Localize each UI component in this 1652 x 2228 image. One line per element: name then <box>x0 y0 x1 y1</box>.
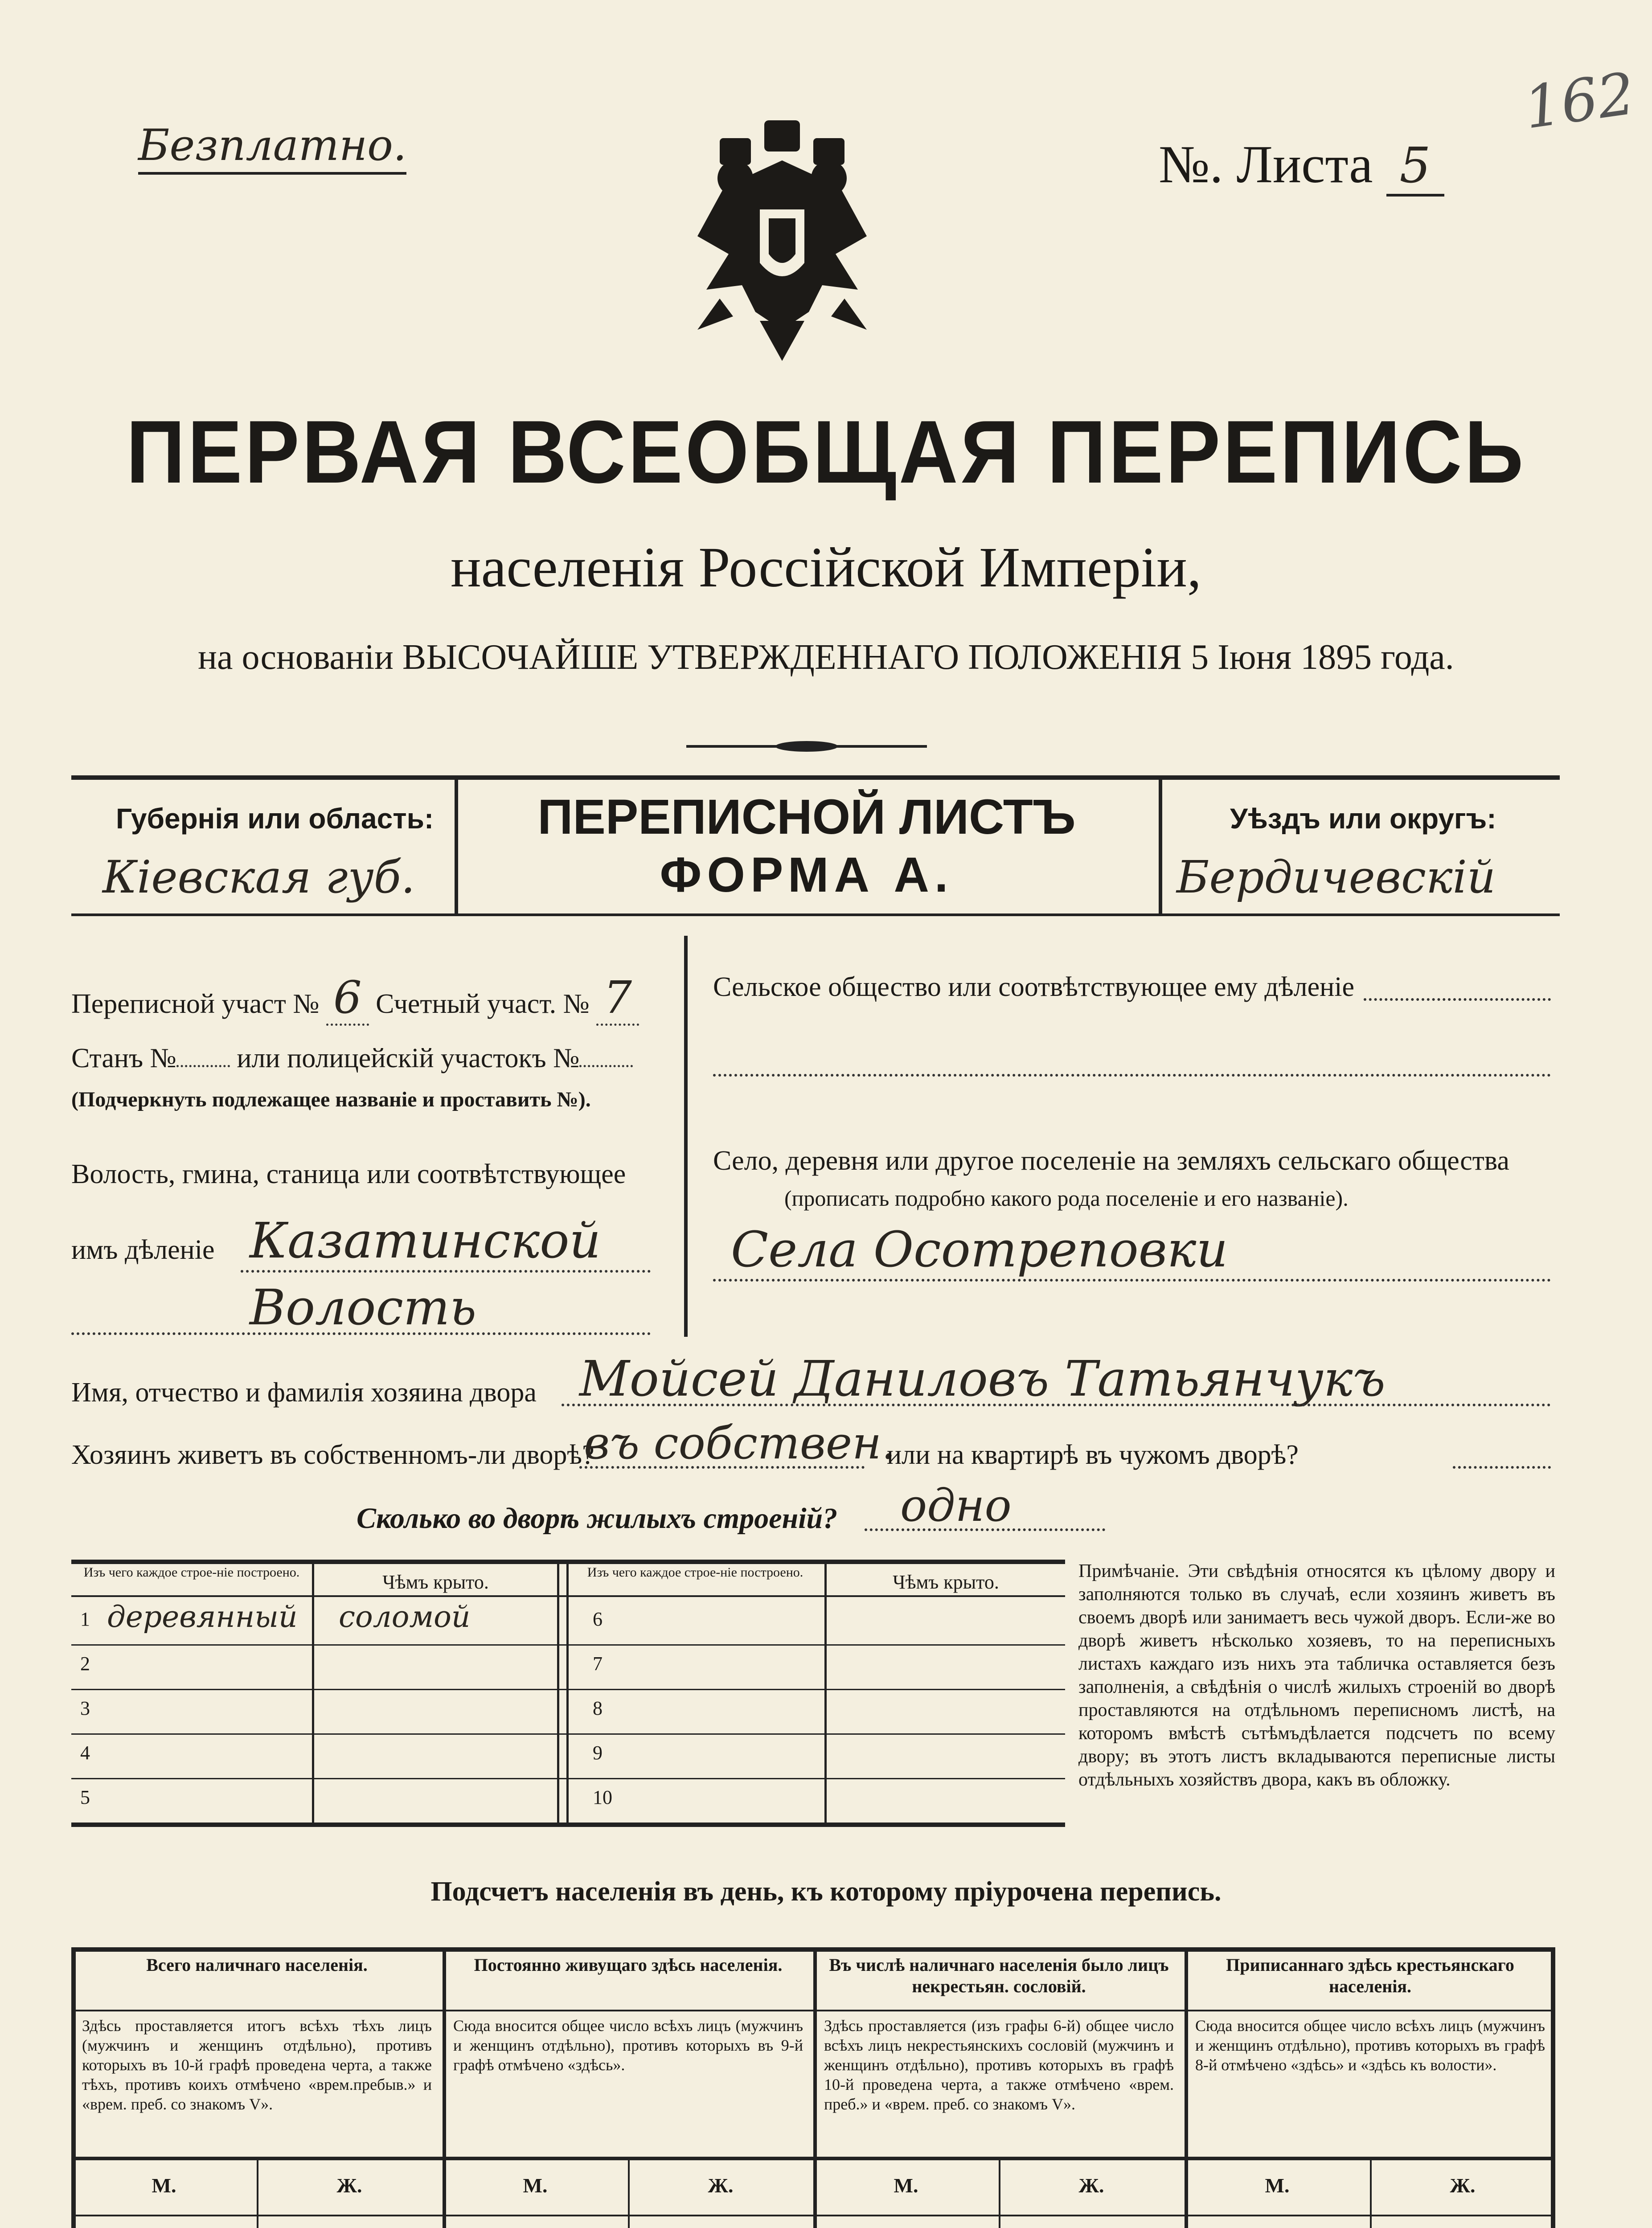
free-label: Безплатно. <box>138 120 406 175</box>
building-row-number: 9 <box>593 1742 603 1764</box>
bt-col-roof-left: Чѣмъ крыто. <box>382 1571 489 1593</box>
building-row-rule <box>71 1644 1065 1646</box>
count-male-label: М. <box>152 2174 176 2197</box>
building-row-number: 3 <box>80 1697 90 1719</box>
building-row-rule <box>71 1689 1065 1690</box>
form-subtitle: ФОРМА А. <box>660 848 954 902</box>
building-row-number: 5 <box>80 1786 90 1808</box>
legal-basis: на основаніи ВЫСОЧАЙШЕ УТВЕРЖДЕННАГО ПОЛОЖЕНІЯ 5 Іюня 1895 года. <box>198 638 1454 677</box>
count-female-label: Ж. <box>1450 2174 1476 2197</box>
archive-number: 162 <box>1520 59 1639 142</box>
rural-society-label: Сельское общество или соотвѣтствующее ему дѣленіе <box>713 972 1355 1002</box>
count-column-head: Въ числѣ наличнаго населенія было лицъ некрестьян. сословій. <box>829 1955 1169 1996</box>
double-headed-eagle-icon <box>693 120 871 370</box>
buildings-value: одно <box>900 1479 1012 1532</box>
count-male-label: М. <box>1265 2174 1290 2197</box>
building-row-number: 4 <box>80 1742 90 1764</box>
bt-col-roof-right: Чѣмъ крыто. <box>893 1571 999 1593</box>
count-column-desc: Сюда вносится общее число всѣхъ лицъ (мужчинъ и женщинъ отдѣльно), противъ которыхъ въ 9-й графѣ отмѣчено «здѣсь». <box>453 2017 803 2074</box>
owner-lives-label: Хозяинъ живетъ въ собственномъ-ли дворѣ? <box>71 1440 594 1470</box>
count-male-label: М. <box>894 2174 918 2197</box>
count-column-desc: Здѣсь проставляется итогъ всѣхъ тѣхъ лицъ (мужчинъ и женщинъ отдѣльно), противъ которыхъ въ 10-й графѣ проведена черта, а также тѣхъ, противъ коихъ отмѣчено «врем.пребыв.» и «врем. преб. со знакомъ V». <box>82 2017 432 2113</box>
rural-society-line-2 <box>713 1074 1551 1077</box>
box-top-rule <box>71 775 1560 780</box>
guberniya-label: Губернія или область: <box>116 803 434 835</box>
form-title: ПЕРЕПИСНОЙ ЛИСТЪ <box>537 790 1076 844</box>
owner-name-line <box>562 1404 1551 1406</box>
building-row-number: 2 <box>80 1653 90 1675</box>
subtitle: населенія Россійской Имперіи, <box>451 536 1201 599</box>
volost-line-2 <box>71 1332 651 1335</box>
count-column-desc: Сюда вносится общее число всѣхъ лицъ (мужчинъ и женщинъ отдѣльно), противъ которыхъ въ графѣ 8-й отмѣчено «здѣсь» и «здѣсь къ волости». <box>1195 2017 1545 2074</box>
count-column-desc: Здѣсь проставляется (изъ графы 6-й) общее число всѣхъ лицъ некрестьянскихъ сословій (мужчинъ и женщинъ отдѣльно), противъ которыхъ въ графѣ 10-й проведена черта, а также отмѣчено «врем. преб.» и «врем. преб. со знакомъ V». <box>824 2017 1174 2113</box>
buildings-note: Примѣчаніе. Эти свѣдѣнія относятся къ цѣлому двору и заполняются только въ случаѣ, если хозяинъ живетъ въ своемъ дворѣ или занимаетъ весь чужой дворъ. Если-же во дворѣ живетъ нѣсколько хозяевъ, то на переписныхъ листахъ каждаго изъ нихъ эта табличка оставляется безъ заполненія, а свѣдѣнія о числѣ жилыхъ строеній во дворѣ проставляются на отдѣльномъ переписномъ листѣ, на которомъ вмѣстѣ сътѣмъдѣлается подсчетъ по всему двору; въ этотъ листъ вкладываются переписные листы отдѣльныхъ хозяйствъ двора, какъ въ обложку. <box>1078 1561 1555 1790</box>
village-line <box>713 1279 1551 1282</box>
box-divider-left <box>455 775 458 916</box>
building-row-number: 6 <box>593 1608 603 1630</box>
count-female-label: Ж. <box>708 2174 734 2197</box>
building-row-rule <box>71 1778 1065 1779</box>
stan-row: Станъ № или полицейскій участокъ № <box>71 1043 633 1074</box>
building-row-number: 10 <box>593 1786 612 1808</box>
uezd-value: Бердичевскій <box>1176 851 1496 903</box>
sheet-number-label: №. Листа 5 <box>1159 134 1444 195</box>
volost-line-1 <box>241 1270 651 1273</box>
bt-vline-2 <box>557 1560 569 1827</box>
village-note: (прописать подробно какого рода поселеніе и его названіе). <box>784 1186 1349 1211</box>
count-male-label: М. <box>523 2174 548 2197</box>
fields-divider <box>684 936 688 1337</box>
owner-lives-line-2 <box>1453 1466 1551 1469</box>
volost-value-2: Волость <box>250 1279 477 1336</box>
building-row-number: 1 <box>80 1608 90 1630</box>
building-row-rule <box>71 1733 1065 1735</box>
ornament-divider <box>686 740 927 753</box>
count-column-head: Приписаннаго здѣсь крестьянскаго населенія. <box>1226 1955 1514 1996</box>
count-title: Подсчетъ населенія въ день, къ которому пріурочена перепись. <box>430 1876 1222 1907</box>
count-column-head: Постоянно живущаго здѣсь населенія. <box>474 1955 783 1975</box>
count-column-head: Всего наличнаго населенія. <box>146 1955 368 1975</box>
volost-label-1: Волость, гмина, станица или соотвѣтствующее <box>71 1159 626 1189</box>
buildings-label: Сколько во дворѣ жилыхъ строеній? <box>357 1502 838 1535</box>
bt-col-material-left: Изъ чего каждое строе-ніе построено. <box>83 1565 300 1580</box>
underline-note: (Подчеркнуть подлежащее названіе и проставить №). <box>71 1088 591 1111</box>
bt-col-material-right: Изъ чего каждое строе-ніе построено. <box>587 1565 803 1580</box>
building-material: деревянный <box>107 1600 298 1634</box>
count-female-label: Ж. <box>1078 2174 1104 2197</box>
owner-lives-label-2: или на квартирѣ въ чужомъ дворѣ? <box>887 1440 1299 1470</box>
volost-label-2: имъ дѣленіе <box>71 1235 215 1265</box>
building-roof: соломой <box>339 1600 471 1634</box>
owner-lives-value: въ собствен. <box>584 1417 896 1469</box>
owner-name-value: Мойсей Даниловъ Татьянчукъ <box>579 1350 1386 1407</box>
rural-society-line-1 <box>1364 998 1551 1001</box>
count-female-label: Ж. <box>336 2174 362 2197</box>
bt-vline-3 <box>824 1560 827 1827</box>
bt-header-rule <box>71 1595 1065 1597</box>
box-divider-right <box>1159 775 1162 916</box>
volost-value-1: Казатинской <box>250 1212 601 1269</box>
guberniya-value: Кіевская губ. <box>102 851 415 903</box>
building-row-number: 7 <box>593 1653 603 1675</box>
uezd-label: Уѣздъ или округъ: <box>1230 803 1496 835</box>
village-value: Села Осотреповки <box>731 1221 1228 1278</box>
enumeration-district-row: Переписной участ № 6 Счетный участ. № 7 <box>71 971 639 1024</box>
bt-vline-1 <box>312 1560 314 1827</box>
village-label: Село, деревня или другое поселеніе на земляхъ сельскаго общества <box>713 1146 1509 1176</box>
buildings-line <box>865 1528 1105 1531</box>
owner-lives-line <box>579 1466 865 1469</box>
owner-name-label: Имя, отчество и фамилія хозяина двора <box>71 1377 537 1408</box>
building-row-number: 8 <box>593 1697 603 1719</box>
box-bottom-rule <box>71 913 1560 916</box>
main-title: ПЕРВАЯ ВСЕОБЩАЯ ПЕРЕПИСЬ <box>126 402 1526 502</box>
